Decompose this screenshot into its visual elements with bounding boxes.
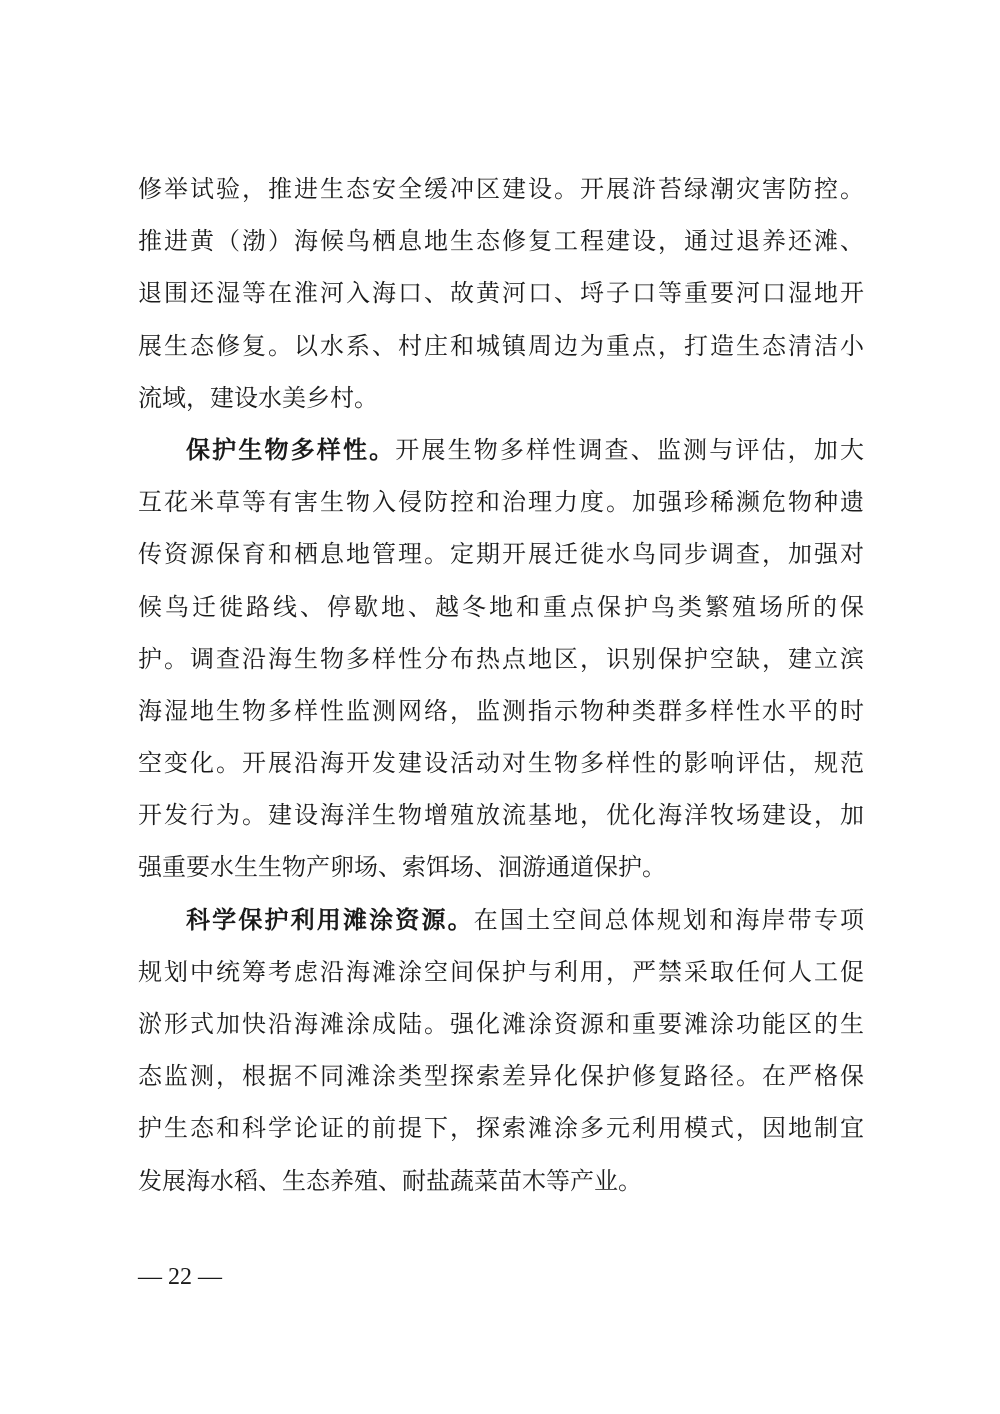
text-line: 推进黄（渤）海候鸟栖息地生态修复工程建设，通过退养还滩、 [138, 227, 864, 256]
paragraph-heading: 保护生物多样性。 [186, 435, 396, 464]
paragraph-ecological-restoration [138, 163, 864, 424]
text-line: 护。调查沿海生物多样性分布热点地区，识别保护空缺，建立滨 [138, 644, 864, 673]
text-line [138, 424, 864, 476]
text-line: 修举试验，推进生态安全缓冲区建设。开展浒苔绿潮灾害防控。 [138, 175, 864, 203]
text-line: 流域，建设水美乡村。 [138, 383, 378, 412]
document-body [138, 163, 864, 1207]
text-line [138, 894, 864, 946]
text-line: 态监测，根据不同滩涂类型探索差异化保护修复路径。在严格保 [138, 1062, 864, 1091]
paragraph-biodiversity [138, 424, 864, 894]
text-line: 互花米草等有害生物入侵防控和治理力度。加强珍稀濒危物种遗 [138, 488, 864, 517]
text-line: 规划中统筹考虑沿海滩涂空间保护与利用，严禁采取任何人工促 [138, 957, 864, 986]
text-line: 传资源保育和栖息地管理。定期开展迁徙水鸟同步调查，加强对 [138, 540, 864, 569]
paragraph-tidal-flats [138, 894, 864, 1207]
text-run: 在国土空间总体规划和海岸带专项 [473, 905, 865, 934]
page-number: — 22 — [138, 1264, 222, 1290]
text-line: 开发行为。建设海洋生物增殖放流基地，优化海洋牧场建设，加 [138, 801, 864, 830]
text-line: 空变化。开展沿海开发建设活动对生物多样性的影响评估，规范 [138, 749, 864, 778]
text-line: 展生态修复。以水系、村庄和城镇周边为重点，打造生态清洁小 [138, 331, 864, 360]
text-line: 发展海水稻、生态养殖、耐盐蔬菜苗木等产业。 [138, 1166, 642, 1195]
text-line: 强重要水生生物产卵场、索饵场、洄游通道保护。 [138, 853, 666, 882]
text-line: 海湿地生物多样性监测网络，监测指示物种类群多样性水平的时 [138, 696, 864, 725]
text-line: 候鸟迁徙路线、停歇地、越冬地和重点保护鸟类繁殖场所的保 [138, 592, 864, 621]
text-line: 退围还湿等在淮河入海口、故黄河口、埒子口等重要河口湿地开 [138, 279, 864, 308]
text-line: 护生态和科学论证的前提下，探索滩涂多元利用模式，因地制宜 [138, 1114, 864, 1143]
paragraph-heading: 科学保护利用滩涂资源。 [186, 905, 474, 934]
text-run: 开展生物多样性调查、监测与评估，加大 [395, 435, 864, 464]
text-line: 淤形式加快沿海滩涂成陆。强化滩涂资源和重要滩涂功能区的生 [138, 1010, 864, 1038]
